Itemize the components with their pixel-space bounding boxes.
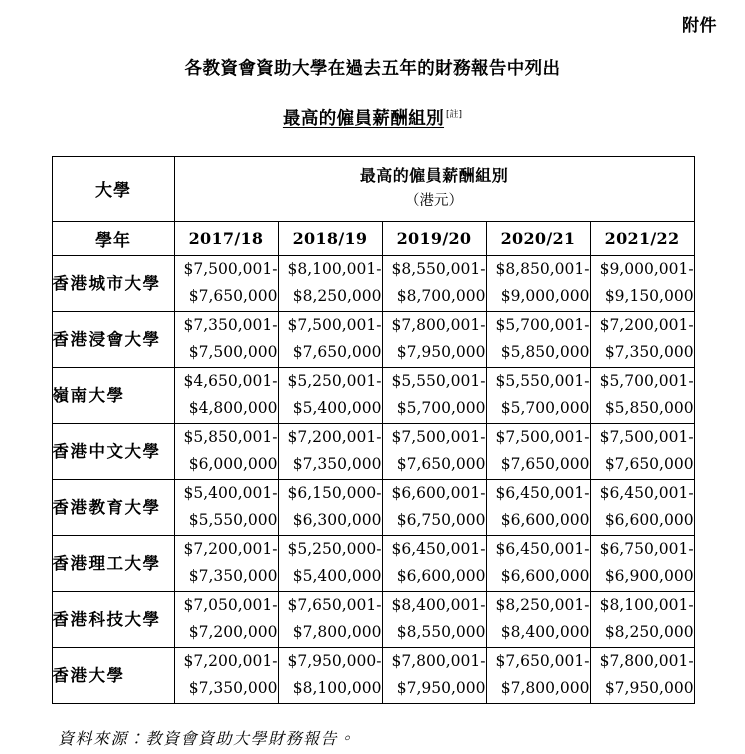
salary-low: $7,650,001- xyxy=(495,652,590,671)
page-title-line2: 最高的僱員薪酬組別 xyxy=(282,108,445,129)
salary-high: $5,850,000 xyxy=(500,343,590,362)
salary-cell xyxy=(590,311,694,367)
salary-high: $7,650,000 xyxy=(188,287,278,306)
salary-low: $5,700,001- xyxy=(495,316,590,335)
salary-high: $6,600,000 xyxy=(604,511,694,530)
page-title-line1: 各教資會資助大學在過去五年的財務報告中列出 xyxy=(184,59,561,79)
salary-low: $7,800,001- xyxy=(391,652,486,671)
document-topbar xyxy=(0,0,745,46)
salary-low: $9,000,001- xyxy=(599,260,694,279)
salary-low: $6,450,001- xyxy=(495,540,590,559)
salary-high: $5,700,000 xyxy=(396,399,486,418)
salary-cell xyxy=(486,423,590,479)
salary-low: $7,350,001- xyxy=(183,316,278,335)
note-reference-marker: [註] xyxy=(446,110,463,120)
salary-high: $8,100,000 xyxy=(292,679,382,698)
salary-cell xyxy=(174,367,278,423)
salary-high: $5,700,000 xyxy=(500,399,590,418)
salary-low: $6,450,001- xyxy=(391,540,486,559)
salary-cell xyxy=(486,367,590,423)
salary-low: $5,550,001- xyxy=(391,372,486,391)
salary-high: $4,800,000 xyxy=(188,399,278,418)
table-header-row-years xyxy=(52,221,694,255)
salary-high: $6,600,000 xyxy=(396,567,486,586)
salary-low: $8,400,001- xyxy=(391,596,486,615)
header-year-2019-20: 2019/20 xyxy=(382,221,486,255)
salary-low: $5,250,001- xyxy=(287,372,382,391)
row-university-name: 香港城市大學 xyxy=(52,255,174,311)
salary-high: $7,950,000 xyxy=(604,679,694,698)
salary-high: $7,650,000 xyxy=(604,455,694,474)
salary-cell xyxy=(174,591,278,647)
salary-low: $8,550,001- xyxy=(391,260,486,279)
salary-low: $7,500,001- xyxy=(599,428,694,447)
header-university: 大學 xyxy=(52,156,174,221)
salary-cell xyxy=(174,535,278,591)
salary-low: $7,200,001- xyxy=(287,428,382,447)
salary-high: $5,550,000 xyxy=(188,511,278,530)
salary-low: $7,200,001- xyxy=(599,316,694,335)
salary-high: $6,000,000 xyxy=(188,455,278,474)
salary-cell xyxy=(382,367,486,423)
table-row xyxy=(52,311,694,367)
salary-low: $8,250,001- xyxy=(495,596,590,615)
header-year-2020-21: 2020/21 xyxy=(486,221,590,255)
salary-low: $7,500,001- xyxy=(391,428,486,447)
salary-low: $5,700,001- xyxy=(599,372,694,391)
table-row xyxy=(52,591,694,647)
salary-low: $8,100,001- xyxy=(599,596,694,615)
salary-cell xyxy=(590,479,694,535)
salary-high: $8,250,000 xyxy=(604,623,694,642)
salary-high: $9,150,000 xyxy=(604,287,694,306)
header-year-2018-19: 2018/19 xyxy=(278,221,382,255)
salary-high: $7,350,000 xyxy=(188,567,278,586)
salary-low: $7,800,001- xyxy=(599,652,694,671)
salary-cell xyxy=(174,423,278,479)
salary-cell xyxy=(382,591,486,647)
salary-low: $6,450,001- xyxy=(599,484,694,503)
salary-high: $7,650,000 xyxy=(500,455,590,474)
salary-high: $8,700,000 xyxy=(396,287,486,306)
salary-cell xyxy=(382,479,486,535)
salary-cell xyxy=(278,311,382,367)
salary-cell xyxy=(486,311,590,367)
salary-high: $7,650,000 xyxy=(292,343,382,362)
salary-cell xyxy=(278,591,382,647)
salary-high: $6,750,000 xyxy=(396,511,486,530)
salary-cell xyxy=(590,591,694,647)
salary-cell xyxy=(486,479,590,535)
salary-cell xyxy=(278,647,382,703)
salary-high: $5,850,000 xyxy=(604,399,694,418)
salary-low: $5,550,001- xyxy=(495,372,590,391)
salary-cell xyxy=(486,255,590,311)
salary-table xyxy=(52,156,695,704)
row-university-name: 嶺南大學 xyxy=(52,367,174,423)
salary-high: $7,800,000 xyxy=(292,623,382,642)
salary-low: $5,400,001- xyxy=(183,484,278,503)
row-university-name: 香港大學 xyxy=(52,647,174,703)
salary-cell xyxy=(382,647,486,703)
salary-high: $9,000,000 xyxy=(500,287,590,306)
row-university-name: 香港科技大學 xyxy=(52,591,174,647)
salary-high: $7,950,000 xyxy=(396,343,486,362)
salary-cell xyxy=(590,255,694,311)
header-salary-group-title: 最高的僱員薪酬組別 xyxy=(359,166,509,186)
salary-low: $8,850,001- xyxy=(495,260,590,279)
salary-low: $6,450,001- xyxy=(495,484,590,503)
salary-low: $7,500,001- xyxy=(183,260,278,279)
salary-high: $7,200,000 xyxy=(188,623,278,642)
salary-low: $7,500,001- xyxy=(287,316,382,335)
salary-cell xyxy=(382,423,486,479)
salary-low: $5,250,000- xyxy=(287,540,382,559)
salary-cell xyxy=(174,479,278,535)
salary-low: $8,100,001- xyxy=(287,260,382,279)
salary-low: $7,800,001- xyxy=(391,316,486,335)
salary-high: $6,300,000 xyxy=(292,511,382,530)
salary-high: $8,550,000 xyxy=(396,623,486,642)
header-salary-group xyxy=(174,156,694,221)
salary-cell xyxy=(278,479,382,535)
salary-high: $7,350,000 xyxy=(188,679,278,698)
table-head xyxy=(52,156,694,255)
header-school-year: 學年 xyxy=(52,221,174,255)
salary-high: $7,500,000 xyxy=(188,343,278,362)
salary-cell xyxy=(486,647,590,703)
source-note: 資料來源：教資會資助大學財務報告。 xyxy=(58,728,356,748)
row-university-name: 香港中文大學 xyxy=(52,423,174,479)
table-row xyxy=(52,423,694,479)
table-row xyxy=(52,647,694,703)
salary-low: $5,850,001- xyxy=(183,428,278,447)
salary-low: $6,150,000- xyxy=(287,484,382,503)
salary-table-container xyxy=(52,156,694,704)
salary-cell xyxy=(278,423,382,479)
salary-low: $6,750,001- xyxy=(599,540,694,559)
salary-cell xyxy=(590,423,694,479)
salary-cell xyxy=(382,255,486,311)
salary-cell xyxy=(590,367,694,423)
attachment-label: 附件 xyxy=(682,15,717,36)
row-university-name: 香港浸會大學 xyxy=(52,311,174,367)
header-year-2017-18: 2017/18 xyxy=(174,221,278,255)
salary-high: $7,350,000 xyxy=(604,343,694,362)
salary-low: $7,200,001- xyxy=(183,540,278,559)
salary-cell xyxy=(174,647,278,703)
table-header-row-group xyxy=(52,156,694,221)
salary-high: $6,900,000 xyxy=(604,567,694,586)
header-salary-group-unit: （港元） xyxy=(405,193,464,210)
header-year-2021-22: 2021/22 xyxy=(590,221,694,255)
salary-high: $6,600,000 xyxy=(500,511,590,530)
salary-low: $7,200,001- xyxy=(183,652,278,671)
page-title-line2-wrap xyxy=(0,102,745,132)
salary-cell xyxy=(486,591,590,647)
salary-high: $5,400,000 xyxy=(292,567,382,586)
document-heading xyxy=(0,56,745,132)
salary-cell xyxy=(590,535,694,591)
table-row xyxy=(52,535,694,591)
salary-high: $7,650,000 xyxy=(396,455,486,474)
salary-high: $7,350,000 xyxy=(292,455,382,474)
salary-low: $7,500,001- xyxy=(495,428,590,447)
salary-low: $7,050,001- xyxy=(183,596,278,615)
salary-high: $8,400,000 xyxy=(500,623,590,642)
salary-cell xyxy=(382,311,486,367)
salary-high: $6,600,000 xyxy=(500,567,590,586)
table-row xyxy=(52,367,694,423)
salary-cell xyxy=(174,311,278,367)
table-row xyxy=(52,479,694,535)
row-university-name: 香港教育大學 xyxy=(52,479,174,535)
row-university-name: 香港理工大學 xyxy=(52,535,174,591)
salary-low: $6,600,001- xyxy=(391,484,486,503)
salary-low: $7,950,000- xyxy=(287,652,382,671)
salary-cell xyxy=(174,255,278,311)
salary-cell xyxy=(278,535,382,591)
salary-cell xyxy=(278,367,382,423)
salary-cell xyxy=(382,535,486,591)
salary-cell xyxy=(486,535,590,591)
salary-high: $7,800,000 xyxy=(500,679,590,698)
salary-high: $5,400,000 xyxy=(292,399,382,418)
salary-cell xyxy=(278,255,382,311)
table-body xyxy=(52,255,694,703)
salary-cell xyxy=(590,647,694,703)
salary-low: $7,650,001- xyxy=(287,596,382,615)
salary-high: $7,950,000 xyxy=(396,679,486,698)
salary-high: $8,250,000 xyxy=(292,287,382,306)
table-row xyxy=(52,255,694,311)
salary-low: $4,650,001- xyxy=(183,372,278,391)
